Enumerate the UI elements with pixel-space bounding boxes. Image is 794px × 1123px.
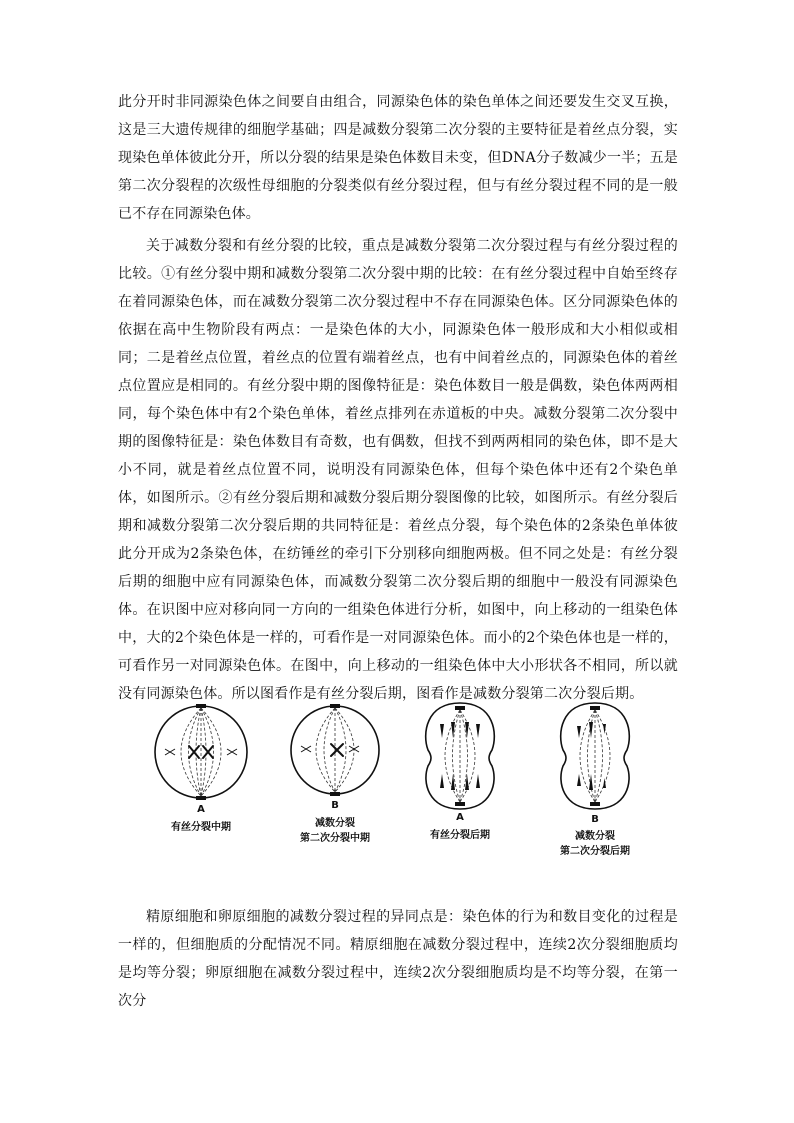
- figure-mitosis-anaphase: [412, 700, 508, 843]
- figure-1-caption: 有丝分裂中期: [171, 822, 231, 833]
- cell-meiosis2-metaphase-diagram: [287, 700, 383, 800]
- paragraph-1: 此分开时非同源染色体之间要自由组合，同源染色体的染色单体之间还要发生交叉互换，这是三大遗传规律的细胞学基础；四是减数分裂第二次分裂的主要特征是着丝点分裂，实现染色单体彼此分开，所以分裂的结果是染色体数目未变，但DNA分子数减少一半；五是第二次分裂程的次级性母细胞的分裂类似有丝分裂过程，但与有丝分裂过程不同的是一般已不存在同源染色体。: [118, 94, 678, 222]
- figure-2-caption-line-1: 减数分裂: [315, 818, 355, 829]
- figure-1-letter: A: [197, 804, 205, 815]
- cell-mitosis-metaphase-diagram: [151, 700, 251, 804]
- figure-meiosis2-anaphase: [540, 700, 650, 859]
- paragraph-3: 精原细胞和卵原细胞的减数分裂过程的异同点是：染色体的行为和数目变化的过程是一样的，但细胞质的分配情况不同。精原细胞在减数分裂过程中，连续2次分裂细胞质均是均等分裂；卵原细胞在减数分裂过程中，连续2次分裂细胞质均是不均等分裂，在第一次分: [118, 909, 678, 1009]
- cell-meiosis2-anaphase-diagram: [555, 700, 635, 812]
- figure-3-caption: 有丝分裂后期: [430, 830, 490, 841]
- figure-2-letter: B: [331, 800, 339, 811]
- figure-4-caption-line-1: 减数分裂: [575, 831, 615, 842]
- cell-mitosis-anaphase-diagram: [420, 700, 500, 812]
- figure-4-letter: B: [591, 814, 599, 825]
- cell-division-figure: [130, 700, 670, 870]
- figure-4-caption-line-2: 第二次分裂后期: [560, 846, 630, 857]
- figure-mitosis-metaphase: [146, 700, 256, 835]
- paragraph-2: 关于减数分裂和有丝分裂的比较，重点是减数分裂第二次分裂过程与有丝分裂过程的比较。①有丝分裂中期和减数分裂第二次分裂中期的比较：在有丝分裂过程中自始至终存在着同源染色体，而在减数分裂第二次分裂过程中不存在同源染色体。区分同源染色体的依据在高中生物阶段有两点：一是染色体的大小，同源染色体一般形成和大小相似或相同；二是着丝点位置，着丝点的位置有端着丝点，也有中间着丝点的，同源染色体的着丝点位置应是相同的。有丝分裂中期的图像特征是：染色体数目一般是偶数，染色体两两相同，每个染色体中有2个染色单体，着丝点排列在赤道板的中央。减数分裂第二次分裂中期的图像特征是：染色体数目有奇数，也有偶数，但找不到两两相同的染色体，即不是大小不同，就是着丝点位置不同，说明没有同源染色体，但每个染色体中还有2个染色单体，如图所示。②有丝分裂后期和减数分裂后期分裂图像的比较，如图所示。有丝分裂后期和减数分裂第二次分裂后期的共同特征是：着丝点分裂，每个染色体的2条染色单体彼此分开成为2条染色体，在纺锤丝的牵引下分别移向细胞两极。但不同之处是：有丝分裂后期的细胞中应有同源染色体，而减数分裂第二次分裂后期的细胞中一般没有同源染色体。在识图中应对移向同一方向的一组染色体进行分析，如图中，向上移动的一组染色体中，大的2个染色体是一样的，可看作是一对同源染色体。而小的2个染色体也是一样的，可看作另一对同源染色体。在图中，向上移动的一组染色体中大小形状各不相同，所以就没有同源染色体。所以图看作是有丝分裂后期，图看作是减数分裂第二次分裂后期。: [118, 238, 678, 702]
- figure-3-letter: A: [456, 812, 464, 823]
- figure-2-caption-line-2: 第二次分裂中期: [300, 833, 370, 844]
- figure-meiosis2-metaphase: [280, 700, 390, 846]
